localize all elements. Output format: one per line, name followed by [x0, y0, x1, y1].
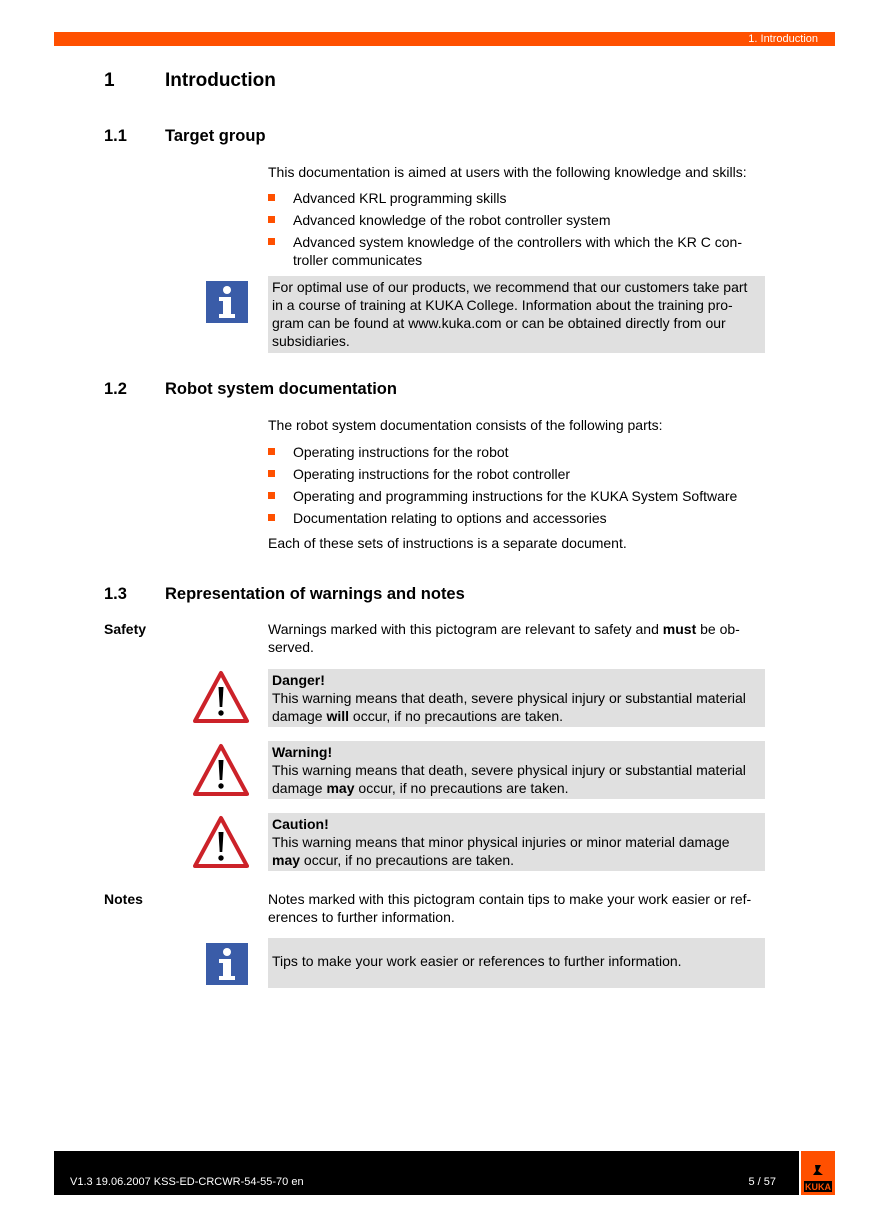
list-item: Documentation relating to options and accessories [268, 509, 765, 527]
section-number-1-1: 1.1 [104, 127, 127, 145]
documentation-intro: The robot system documentation consists of the following parts: [268, 417, 663, 433]
chapter-title: Introduction [165, 70, 276, 91]
footer-page-number: 5 / 57 [748, 1176, 776, 1188]
list-item: Advanced system knowledge of the controllers with which the KR C con- troller communicates [268, 233, 765, 269]
bullet-icon [268, 238, 275, 245]
note-line: subsidiaries. [272, 333, 350, 349]
tip-note [268, 938, 765, 988]
info-icon [206, 943, 248, 985]
target-group-list [268, 189, 765, 273]
svg-text:KUKA: KUKA [805, 1182, 831, 1192]
footer-bar [54, 1151, 799, 1195]
header-section-label: 1. Introduction [748, 33, 818, 45]
warning-title: Warning! [272, 744, 333, 760]
header-bar [54, 32, 835, 46]
safety-description: Warnings marked with this pictogram are relevant to safety and must be ob- served. [268, 621, 740, 655]
section-number-1-3: 1.3 [104, 585, 127, 603]
list-item: Advanced KRL programming skills [268, 189, 765, 207]
note-line: in a course of training at KUKA College. Information about the training pro- [272, 297, 733, 313]
safety-label: Safety [104, 621, 147, 637]
danger-note: Danger! This warning means that death, severe physical injury or substantial material damage will occur, if no precautions are taken. [268, 669, 765, 727]
warning-triangle-icon [193, 670, 249, 724]
warning-note: Warning! This warning means that death, severe physical injury or substantial material damage may occur, if no precautions are taken. [268, 741, 765, 799]
target-group-intro: This documentation is aimed at users with the following knowledge and skills: [268, 164, 747, 180]
documentation-outro: Each of these sets of instructions is a separate document. [268, 535, 627, 551]
section-title-robot-system-documentation: Robot system documentation [165, 380, 397, 398]
list-item: Advanced knowledge of the robot controller system [268, 211, 765, 229]
bullet-icon [268, 470, 275, 477]
notes-description: Notes marked with this pictogram contain tips to make your work easier or ref- erences to further information. [268, 891, 752, 925]
footer-document-id: V1.3 19.06.2007 KSS-ED-CRCWR-54-55-70 en [70, 1176, 304, 1188]
bullet-icon [268, 514, 275, 521]
caution-note: Caution! This warning means that minor physical injuries or minor material damage may occur, if no precautions are taken. [268, 813, 765, 871]
bullet-icon [268, 216, 275, 223]
list-item: Operating and programming instructions for the KUKA System Software [268, 487, 765, 505]
warning-triangle-icon [193, 743, 249, 797]
tip-text: Tips to make your work easier or references to further information. [272, 953, 682, 969]
section-title-warnings-and-notes: Representation of warnings and notes [165, 585, 465, 603]
list-item: Operating instructions for the robot controller [268, 465, 765, 483]
danger-title: Danger! [272, 672, 325, 688]
bullet-icon [268, 448, 275, 455]
section-title-target-group: Target group [165, 127, 266, 145]
notes-label: Notes [104, 891, 143, 907]
kuka-logo [801, 1151, 835, 1195]
note-line: For optimal use of our products, we recommend that our customers take part [272, 279, 748, 295]
bullet-icon [268, 194, 275, 201]
note-line: gram can be found at www.kuka.com or can be obtained directly from our [272, 315, 726, 331]
warning-triangle-icon [193, 815, 249, 869]
documentation-list [268, 443, 765, 531]
info-icon [206, 281, 248, 323]
chapter-number: 1 [104, 70, 115, 91]
caution-title: Caution! [272, 816, 329, 832]
training-note [268, 276, 765, 353]
bullet-icon [268, 492, 275, 499]
list-item: Operating instructions for the robot [268, 443, 765, 461]
section-number-1-2: 1.2 [104, 380, 127, 398]
